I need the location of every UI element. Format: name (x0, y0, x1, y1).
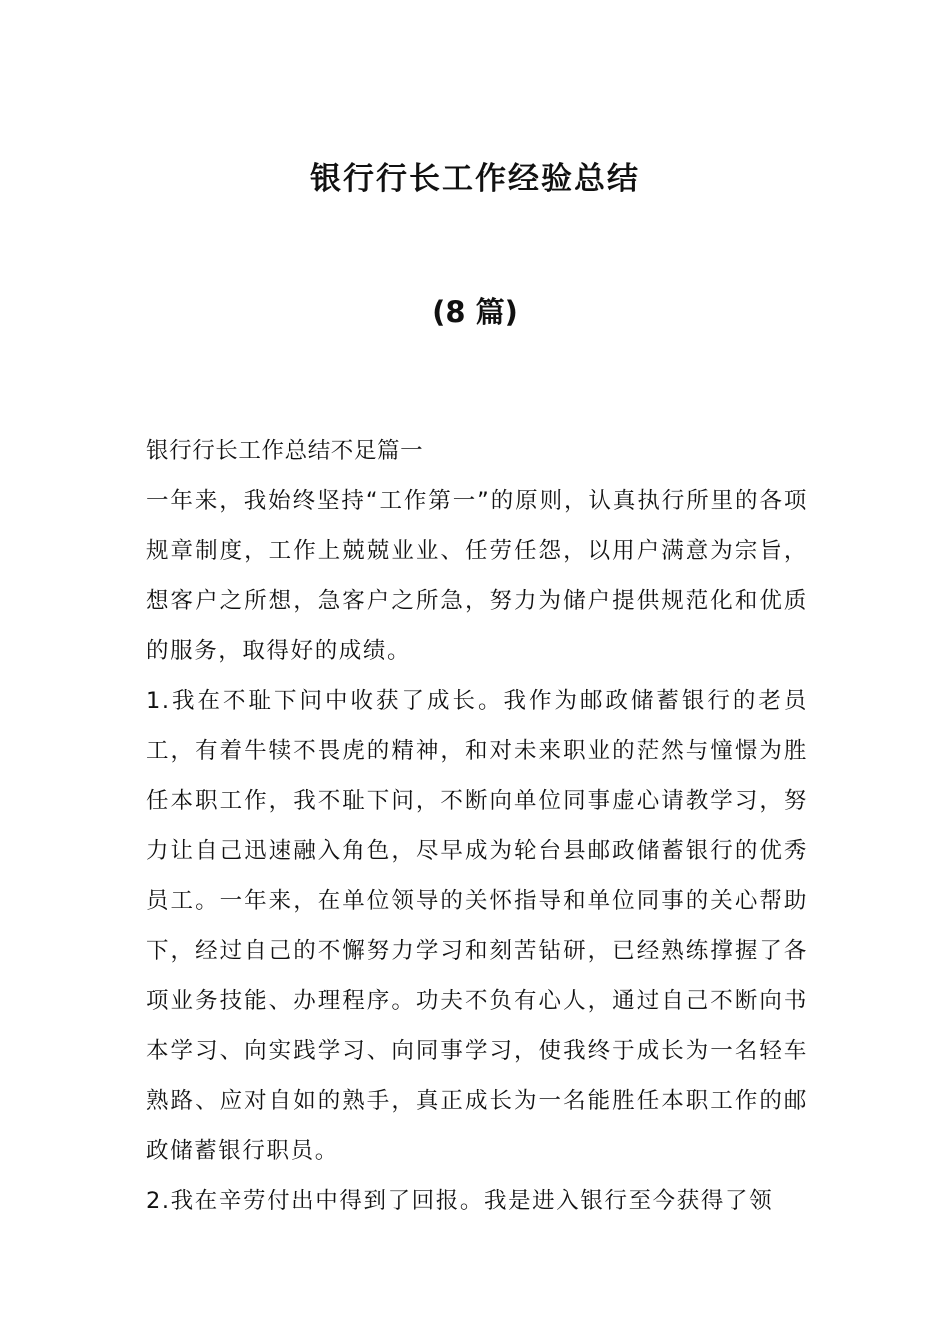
document-body (146, 426, 808, 1226)
paragraph-point-2: 2.我在辛劳付出中得到了回报。我是进入银行至今获得了领 (146, 1188, 774, 1214)
section-heading: 银行行长工作总结不足篇一 (146, 438, 424, 464)
paragraph-intro: 一年来，我始终坚持“工作第一”的原则，认真执行所里的各项规章制度，工作上兢兢业业、任劳任怨，以用户满意为宗旨，想客户之所想，急客户之所急，努力为储户提供规范化和优质的服务，取得好的成绩。 (146, 488, 808, 664)
document-title: 银行行长工作经验总结 (310, 161, 640, 197)
document-subtitle: (8 篇) (432, 295, 518, 329)
paragraph-point-1: 1.我在不耻下问中收获了成长。我作为邮政储蓄银行的老员工，有着牛犊不畏虎的精神，和对未来职业的茫然与憧憬为胜任本职工作，我不耻下问，不断向单位同事虚心请教学习，努力让自己迅速融入角色，尽早成为轮台县邮政储蓄银行的优秀员工。一年来，在单位领导的关怀指导和单位同事的关心帮助下，经过自己的不懈努力学习和刻苦钻研，已经熟练撑握了各项业务技能、办理程序。功夫不负有心人，通过自己不断向书本学习、向实践学习、向同事学习，使我终于成长为一名轻车熟路、应对自如的熟手，真正成长为一名能胜任本职工作的邮政储蓄银行职员。 (146, 688, 808, 1164)
